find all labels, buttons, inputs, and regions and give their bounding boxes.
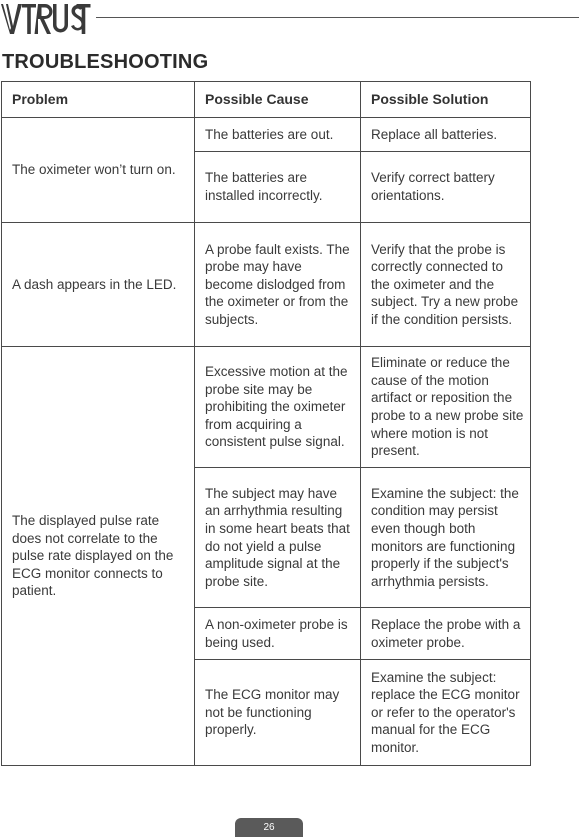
cause-cell: The batteries are out. [195,118,361,152]
solution-cell: Replace all batteries. [361,118,531,152]
solution-cell: Examine the subject: the condition may persist even though both monitors are functioning properly if the subject's arrhythmia persists. [361,468,531,608]
cause-cell: A probe fault exists. The probe may have become dislodged from the oximeter or from the subjects. [195,223,361,347]
troubleshooting-table [1,81,531,766]
table-row [2,223,531,347]
problem-cell: A dash appears in the LED. [2,223,195,347]
vtrust-logo [0,2,92,36]
solution-cell: Eliminate or reduce the cause of the motion artifact or reposition the probe to a new probe site where motion is not present. [361,347,531,468]
solution-cell: Verify that the probe is correctly connected to the oximeter and the subject. Try a new probe if the condition persists. [361,223,531,347]
problem-cell: The oximeter won’t turn on. [2,118,195,223]
cause-cell: The batteries are installed incorrectly. [195,152,361,223]
page-number: 26 [235,818,303,837]
cause-cell: Excessive motion at the probe site may be prohibiting the oximeter from acquiring a consistent pulse signal. [195,347,361,468]
table-row [2,118,531,152]
table-row [2,347,531,468]
header-rule [96,17,579,18]
column-header-solution: Possible Solution [361,82,531,118]
problem-cell: The displayed pulse rate does not correlate to the pulse rate displayed on the ECG monitor connects to patient. [2,347,195,766]
cause-cell: A non-oximeter probe is being used. [195,608,361,660]
solution-cell: Examine the subject: replace the ECG monitor or refer to the operator's manual for the ECG monitor. [361,660,531,766]
cause-cell: The subject may have an arrhythmia resulting in some heart beats that do not yield a pulse amplitude signal at the probe site. [195,468,361,608]
cause-cell: The ECG monitor may not be functioning properly. [195,660,361,766]
table-header-row [2,82,531,118]
solution-cell: Replace the probe with a oximeter probe. [361,608,531,660]
solution-cell: Verify correct battery orientations. [361,152,531,223]
column-header-problem: Problem [2,82,195,118]
page-title: TROUBLESHOOTING [2,51,209,73]
column-header-cause: Possible Cause [195,82,361,118]
